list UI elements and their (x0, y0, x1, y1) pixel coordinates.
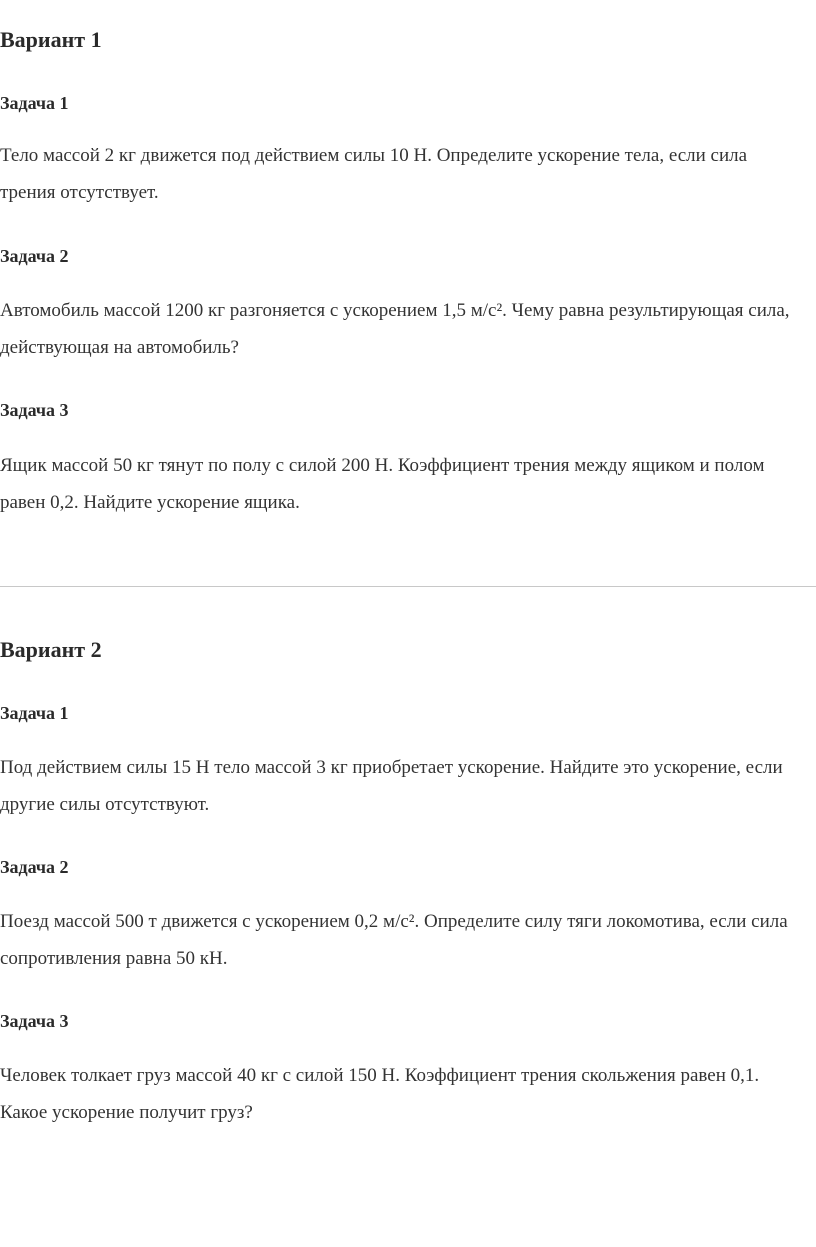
task-title: Задача 1 (0, 703, 69, 723)
variant-title: Вариант 1 (0, 27, 102, 52)
task-title: Задача 2 (0, 246, 69, 266)
section-divider (0, 586, 816, 587)
task-text: Ящик массой 50 кг тянут по полу с силой 200 Н. Коэффициент трения между ящиком и полом равен 0,2. Найдите ускорение ящика. (0, 455, 765, 513)
task-text: Человек толкает груз массой 40 кг с силой 150 Н. Коэффициент трения скольжения равен 0,1. Какое ускорение получит груз? (0, 1065, 760, 1123)
variant-title: Вариант 2 (0, 637, 102, 662)
task-title: Задача 2 (0, 857, 69, 877)
task-title: Задача 3 (0, 400, 69, 420)
task-text: Автомобиль массой 1200 кг разгоняется с ускорением 1,5 м/с². Чему равна результирующая сила, действующая на автомобиль? (0, 300, 790, 358)
task-text: Поезд массой 500 т движется с ускорением 0,2 м/с². Определите силу тяги локомотива, если сила сопротивления равна 50 кН. (0, 911, 788, 969)
task-title: Задача 1 (0, 93, 69, 113)
task-title: Задача 3 (0, 1011, 69, 1031)
task-text: Под действием силы 15 Н тело массой 3 кг приобретает ускорение. Найдите это ускорение, если другие силы отсутствуют. (0, 757, 783, 815)
task-text: Тело массой 2 кг движется под действием силы 10 Н. Определите ускорение тела, если сила трения отсутствует. (0, 145, 748, 203)
